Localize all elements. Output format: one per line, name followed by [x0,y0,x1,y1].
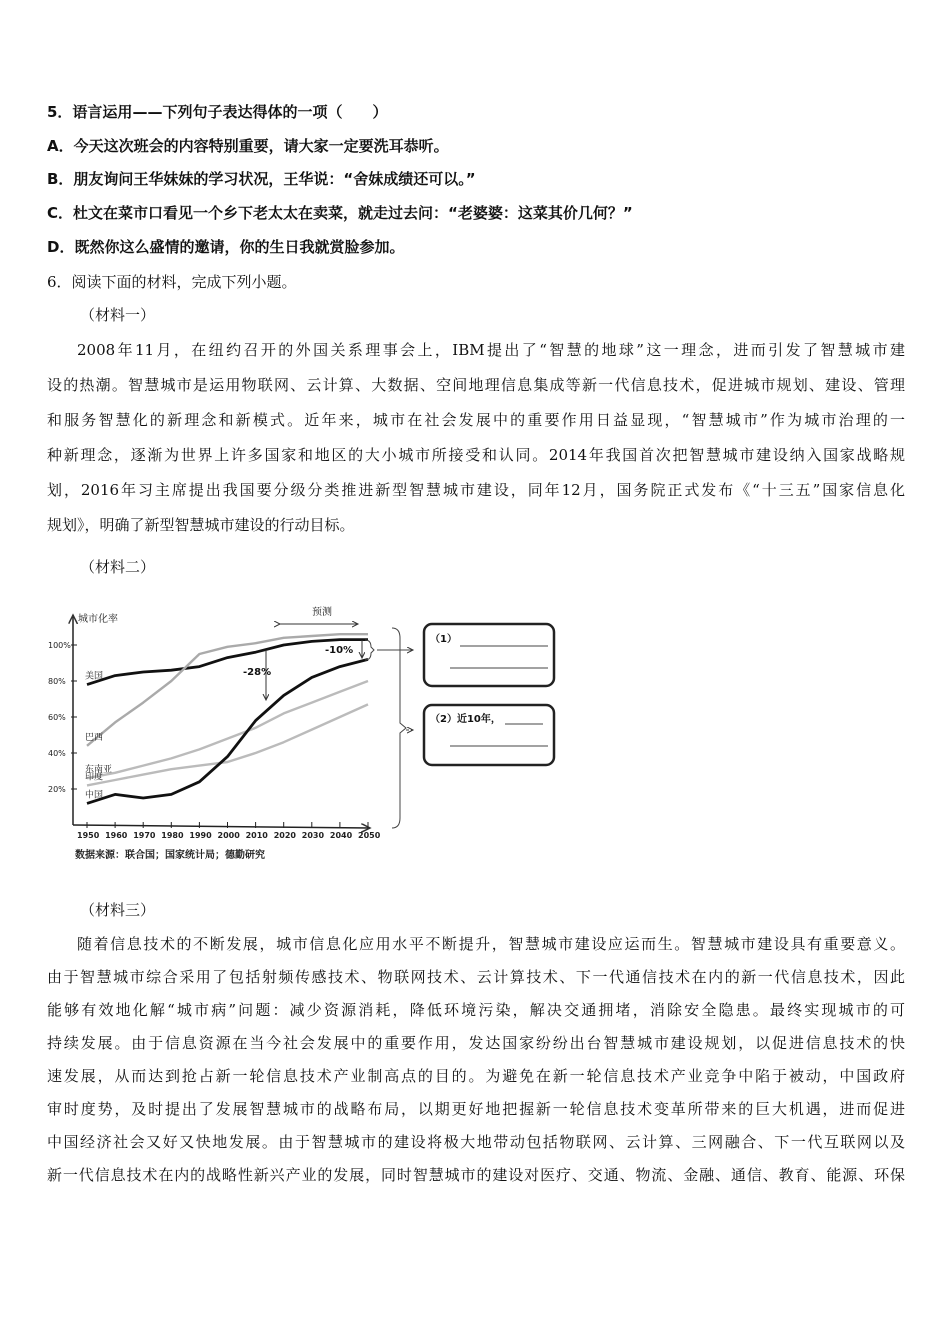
x-tick-label: 2000 [217,831,240,840]
material-2-title: （材料二） [80,558,156,576]
x-tick-label: 1990 [189,831,212,840]
material-3-line: 持续发展。由于信息资源在当今社会发展中的重要作用，发达国家纷纷出台智慧城市建设规划，以促进信息技术的快 [47,1034,905,1052]
material-3-line: 新一代信息技术在内的战略性新兴产业的发展，同时智慧城市的建设对医疗、交通、物流、金融、通信、教育、能源、环保 [47,1166,905,1184]
series-label: 中国 [85,790,104,801]
x-tick-label: 1980 [161,831,184,840]
answer-box-2-label: （2）近10年， [430,714,501,725]
x-tick-label: 2040 [329,831,353,840]
y-axis-label: 城市化率 [78,614,118,625]
option-a: A．今天这次班会的内容特别重要，请大家一定要洗耳恭听。 [47,137,449,155]
series-line-4 [87,659,368,803]
material-3-line: 中国经济社会又好又快地发展。由于智慧城市的建设将极大地带动包括物联网、云计算、三网融合、下一代互联网以及 [47,1133,905,1151]
y-tick-label: 80% [48,677,66,686]
option-b: B．朋友询问王华妹妹的学习状况，王华说：“舍妹成绩还可以。” [47,170,476,188]
annotation-10: -10% [325,645,354,656]
material-3-title: （材料三） [80,901,156,919]
x-tick-label: 2030 [301,831,325,840]
series-label: 巴西 [85,732,104,743]
series-label: 美国 [85,671,104,682]
x-tick-label: 2020 [273,831,296,840]
question-5-stem: 5．语言运用——下列句子表达得体的一项（ ） [47,103,388,121]
material-1-title: （材料一） [80,306,156,324]
brace-small [365,640,374,660]
material-1-line: 和服务智慧化的新理念和新模式。近年来，城市在社会发展中的重要作用日益显现，“智慧城市”作为城市治理的一 [47,411,905,429]
material-1-line: 规划》，明确了新型智慧城市建设的行动目标。 [47,516,355,534]
material-3-line: 审时度势，及时提出了发展智慧城市的战略布局，以期更好地把握新一轮信息技术变革所带来的巨大机遇，进而促进 [47,1100,905,1118]
material-1-line: 设的热潮。智慧城市是运用物联网、云计算、大数据、空间地理信息集成等新一代信息技术，促进城市规划、建设、管理 [47,376,905,394]
material-3-line: 随着信息技术的不断发展，城市信息化应用水平不断提升，智慧城市建设应运而生。智慧城市建设具有重要意义。 [77,935,905,953]
series-label: 印度 [85,772,104,783]
material-1-line: 2008年11月，在纽约召开的外国关系理事会上，IBM提出了“智慧的地球”这一理念，进而引发了智慧城市建 [77,341,905,359]
question-6-stem: 6．阅读下面的材料，完成下列小题。 [47,273,297,291]
series-line-2 [87,681,368,778]
series-label: 东南亚 [85,765,113,776]
y-tick-label: 100% [48,641,71,650]
material-3-line: 能够有效地化解“城市病”问题：减少资源消耗，降低环境污染，解决交通拥堵，消除安全隐患。最终实现城市的可 [47,1001,905,1019]
x-tick-label: 1950 [77,831,100,840]
urbanization-chart [40,600,590,875]
y-tick-label: 20% [48,785,66,794]
material-1-line: 划，2016年习主席提出我国要分级分类推进新型智慧城市建设，同年12月，国务院正式发布《“十三五”国家信息化 [47,481,905,499]
x-tick-label: 1960 [105,831,128,840]
x-tick-label: 2010 [245,831,268,840]
x-tick-label: 1970 [133,831,156,840]
material-1-line: 种新理念，逐渐为世界上许多国家和地区的大小城市所接受和认同。2014年我国首次把智慧城市建设纳入国家战略规 [47,446,905,464]
option-c: C．杜文在菜市口看见一个乡下老太太在卖菜，就走过去问：“老婆婆：这菜其价几何？” [47,204,633,222]
x-tick-label: 2050 [358,831,381,840]
brace-large [392,628,406,828]
annotation-28: -28% [243,667,272,678]
data-source: 数据来源：联合国；国家统计局；德勤研究 [75,850,265,861]
forecast-label: 预测 [312,607,332,618]
material-3-line: 由于智慧城市综合采用了包括射频传感技术、物联网技术、云计算技术、下一代通信技术在内的新一代信息技术，因此 [47,968,905,986]
material-3-line: 速发展，从而达到抢占新一轮信息技术产业制高点的目的。为避免在新一轮信息技术产业竞争中陷于被动，中国政府 [47,1067,905,1085]
y-tick-label: 60% [48,713,66,722]
x-axis [73,825,370,828]
series-line-3 [87,704,368,785]
option-d: D．既然你这么盛情的邀请，你的生日我就赏脸参加。 [47,238,405,256]
y-tick-label: 40% [48,749,66,758]
answer-box-1-label: （1） [430,634,457,645]
